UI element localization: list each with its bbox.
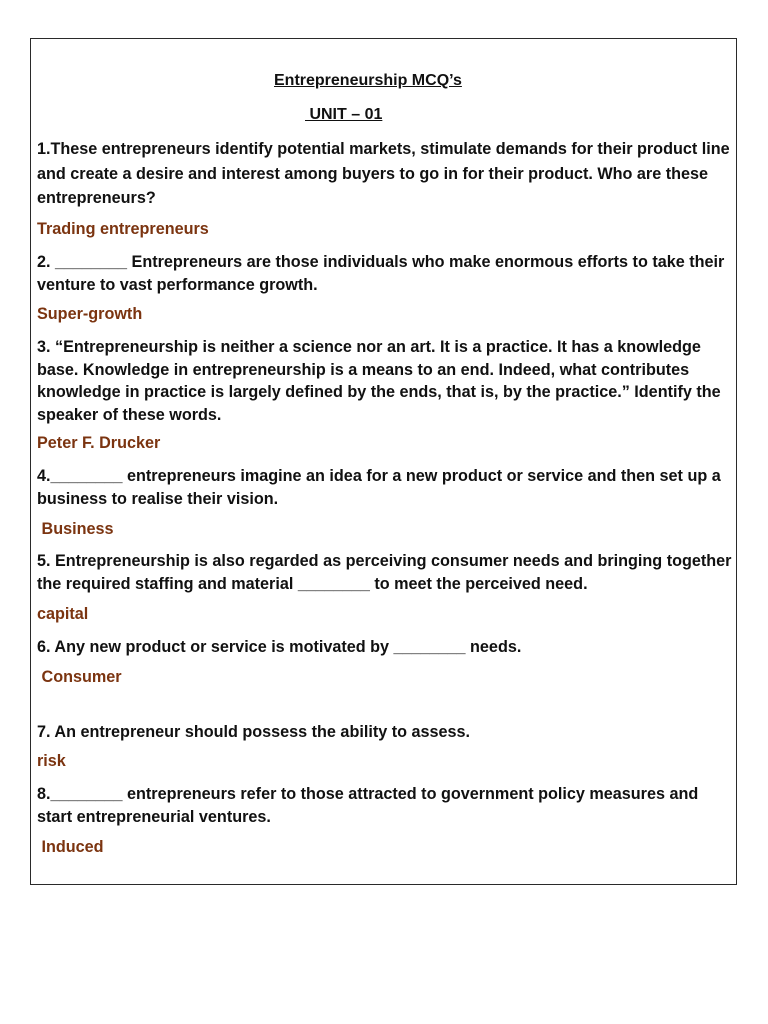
question-7: 7. An entrepreneur should possess the ability to assess. — [37, 723, 470, 741]
question-8: 8.________ entrepreneurs refer to those attracted to government policy measures and start entrepreneurial ventures. — [37, 785, 699, 826]
answer-3: Peter F. Drucker — [37, 434, 161, 452]
document-title: Entrepreneurship MCQ’s — [274, 72, 462, 89]
answer-4: Business — [37, 520, 114, 538]
answer-5: capital — [37, 605, 89, 623]
question-6: 6. Any new product or service is motivated by ________ needs. — [37, 638, 522, 656]
answer-8: Induced — [37, 838, 104, 856]
question-2: 2. ________ Entrepreneurs are those individuals who make enormous efforts to take their venture to vast performance growth. — [37, 253, 725, 294]
answer-7: risk — [37, 752, 66, 770]
question-3: 3. “Entrepreneurship is neither a science nor an art. It is a practice. It has a knowledge base. Knowledge in entrepreneurship is a means to an end. Indeed, what contributes knowledge in practice is largely defined by the ends, that is, by the practice.” Identify the speaker of these words. — [37, 338, 721, 424]
unit-heading: UNIT – 01 — [305, 106, 383, 123]
question-5: 5. Entrepreneurship is also regarded as perceiving consumer needs and bringing together the required staffing and material ________ to meet the perceived need. — [37, 552, 732, 593]
answer-1: Trading entrepreneurs — [37, 220, 209, 238]
question-1: 1.These entrepreneurs identify potential markets, stimulate demands for their product line and create a desire and interest among buyers to go in for their product. Who are these entrepreneurs? — [37, 140, 730, 207]
answer-2: Super-growth — [37, 305, 143, 323]
answer-6: Consumer — [37, 668, 122, 686]
question-4: 4.________ entrepreneurs imagine an idea for a new product or service and then set up a business to realise their vision. — [37, 467, 721, 508]
